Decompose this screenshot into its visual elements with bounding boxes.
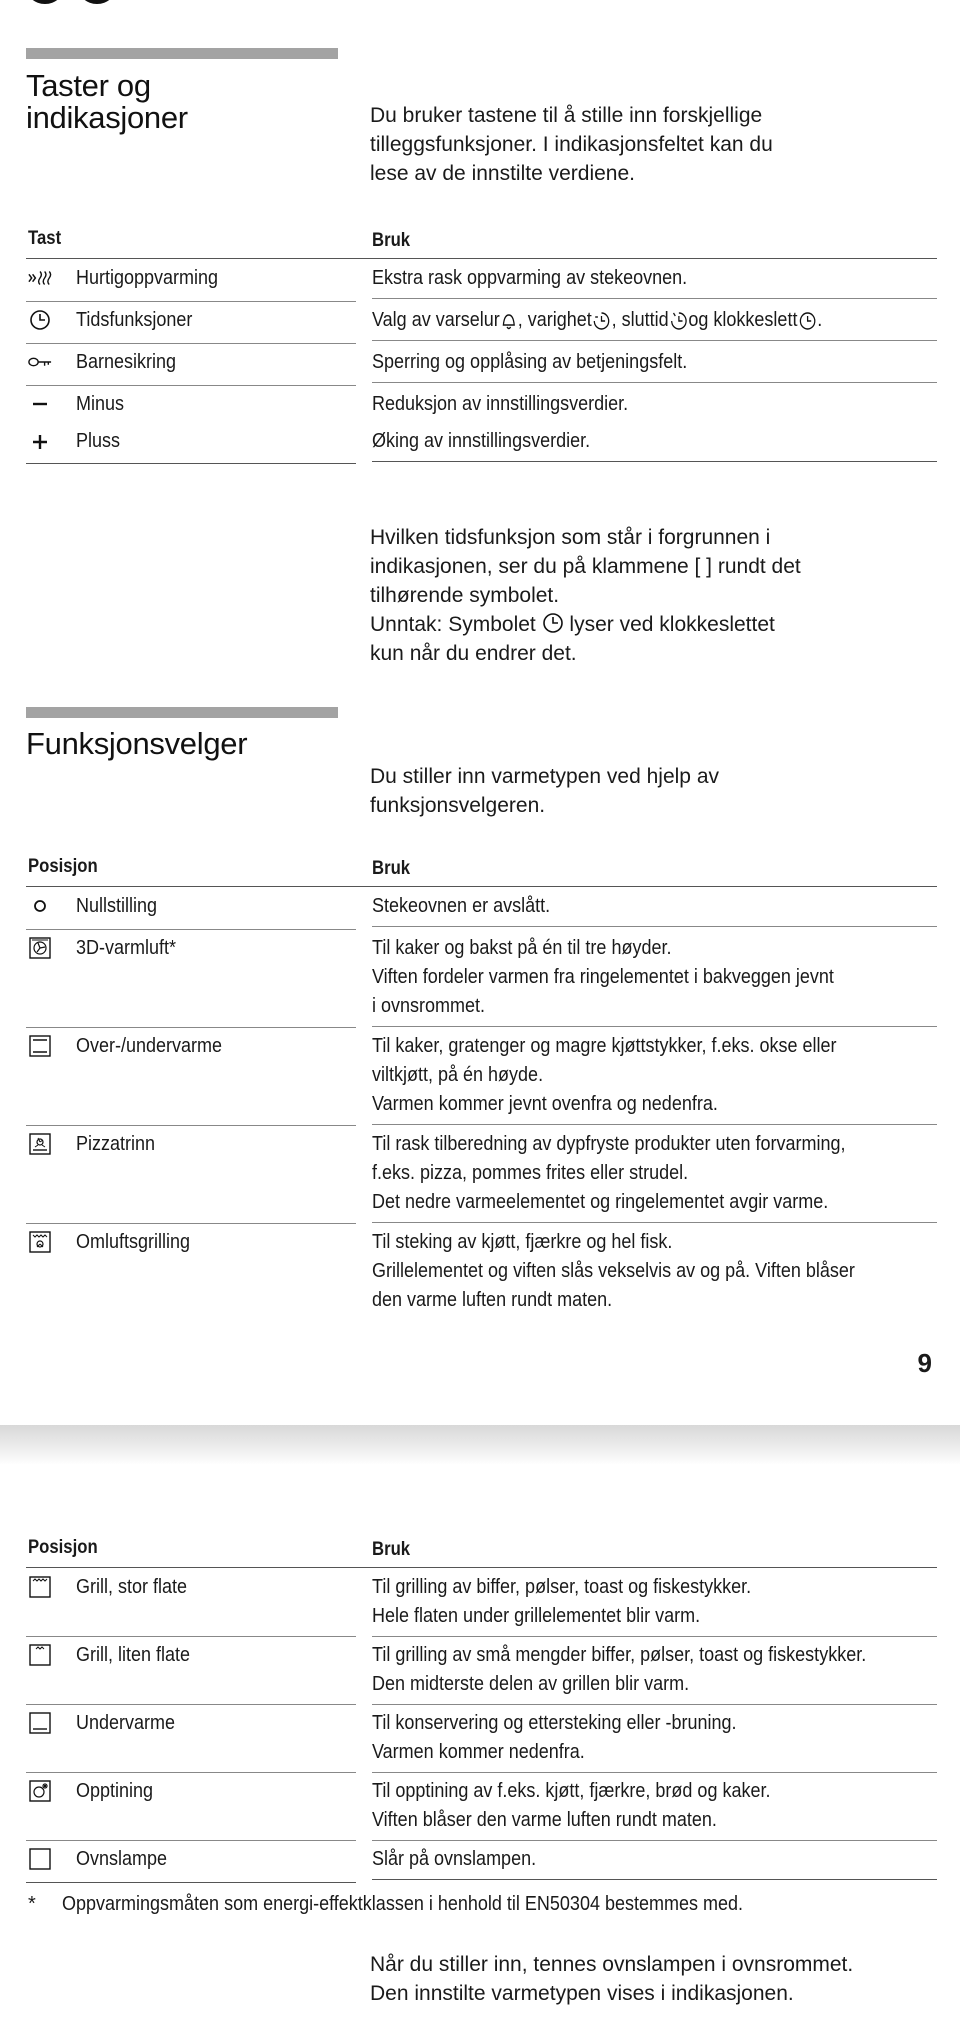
row-desc: Reduksjon av innstillingsverdier. <box>372 393 629 415</box>
table-row <box>26 1772 937 1840</box>
title-line: indikasjoner <box>26 100 188 135</box>
clock-icon <box>798 311 816 331</box>
row-desc: f.eks. pizza, pommes frites eller strudel. <box>372 1162 689 1184</box>
row-desc <box>372 306 881 335</box>
intro-line: tilleggsfunksjoner. I indikasjonsfeltet kan du <box>370 133 773 156</box>
row-desc: Det nedre varmeelementet og ringelementet avgir varme. <box>372 1191 829 1213</box>
row-desc: Viften blåser den varme luften rundt maten. <box>372 1809 717 1831</box>
table-row <box>26 1027 937 1125</box>
row-desc: Til steking av kjøtt, fjærkre og hel fisk. <box>372 1231 673 1253</box>
intro-line: funksjonsvelgeren. <box>370 794 546 817</box>
note-line: indikasjonen, ser du på klammene [ ] rundt det <box>370 555 801 578</box>
grill-large-icon <box>28 1575 52 1599</box>
table-row <box>26 1568 937 1636</box>
oven-lamp-icon <box>28 1847 52 1871</box>
row-label: Omluftsgrilling <box>76 1231 191 1253</box>
footnote-marker: * <box>28 1893 36 1915</box>
footnote-text: Oppvarmingsmåten som energi-effektklassen i henhold til EN50304 bestemmes med. <box>62 1893 744 1915</box>
closing-line: Den innstilte varmetypen vises i indikasjonen. <box>370 1982 794 2005</box>
quick-heat-icon <box>28 266 52 290</box>
page-number: 9 <box>917 1348 932 1378</box>
row-desc: Den midterste delen av grillen blir varm. <box>372 1673 690 1695</box>
section-title-keys <box>26 70 188 134</box>
intro-line: lese av de innstilte verdiene. <box>370 162 635 185</box>
note-line: Hvilken tidsfunksjon som står i forgrunnen i <box>370 526 771 549</box>
row-label: Minus <box>76 393 125 415</box>
row-desc: Til konservering og ettersteking eller -bruning. <box>372 1712 737 1734</box>
row-desc: Stekeovnen er avslått. <box>372 895 551 917</box>
row-desc: Varmen kommer jevnt ovenfra og nedenfra. <box>372 1093 718 1115</box>
table-row <box>26 1125 937 1223</box>
duration-icon <box>593 311 611 331</box>
row-desc: Ekstra rask oppvarming av stekeovnen. <box>372 267 688 289</box>
row-label: Grill, liten flate <box>76 1644 191 1666</box>
clock-icon <box>542 612 564 634</box>
selector-intro <box>370 762 890 820</box>
row-label: Grill, stor flate <box>76 1576 188 1598</box>
defrost-icon <box>28 1779 52 1803</box>
keys-intro <box>370 101 890 188</box>
header-position: Posisjon <box>28 1537 98 1558</box>
note-line: tilhørende symbolet. <box>370 584 560 607</box>
row-desc: den varme luften rundt maten. <box>372 1289 613 1311</box>
row-desc: Til kaker og bakst på én til tre høyder. <box>372 937 672 959</box>
intro-line: Du bruker tastene til å stille inn forskjellige <box>370 104 763 127</box>
row-desc: Viften fordeler varmen fra ringelementet i bakveggen jevnt <box>372 966 834 988</box>
page-separator <box>0 1425 960 1465</box>
row-label: Opptining <box>76 1780 154 1802</box>
header-use: Bruk <box>372 1539 411 1560</box>
row-label: Ovnslampe <box>76 1848 168 1870</box>
table-row <box>26 1223 937 1321</box>
desc-part: og klokkeslett <box>688 309 798 331</box>
closing-text <box>370 1950 890 2008</box>
table-row <box>26 425 937 463</box>
table-row <box>26 343 937 385</box>
plus-icon <box>28 430 52 454</box>
section-bar <box>26 707 338 718</box>
row-label: Barnesikring <box>76 351 177 373</box>
desc-part: . <box>817 309 823 331</box>
row-desc: Grillelementet og viften slås vekselvis av og på. Viften blåser <box>372 1260 855 1282</box>
top-bottom-heat-icon <box>28 1034 52 1058</box>
row-desc: Varmen kommer nedenfra. <box>372 1741 585 1763</box>
off-position-icon <box>28 894 52 918</box>
clock-icon <box>28 308 52 332</box>
row-desc: Slår på ovnslampen. <box>372 1848 537 1870</box>
row-desc: Til rask tilberedning av dypfryste produkter uten forvarming, <box>372 1133 846 1155</box>
table-row <box>26 259 937 301</box>
table-header <box>26 854 937 887</box>
row-label: Nullstilling <box>76 895 158 917</box>
table-row <box>26 1636 937 1704</box>
section-title-selector: Funksjonsvelger <box>26 726 248 761</box>
row-desc: Øking av innstillingsverdier. <box>372 430 591 452</box>
selector-table-continued <box>26 1535 937 1882</box>
bottom-heat-icon <box>28 1711 52 1735</box>
desc-part: , sluttid <box>611 309 669 331</box>
table-row <box>26 887 937 929</box>
table-row <box>26 1840 937 1882</box>
row-desc: Til kaker, gratenger og magre kjøttstykker, f.eks. okse eller <box>372 1035 837 1057</box>
note-line: kun når du endrer det. <box>370 642 577 665</box>
table-row <box>26 385 937 425</box>
row-label: Undervarme <box>76 1712 176 1734</box>
table-header <box>26 226 937 259</box>
minus-icon <box>28 392 52 416</box>
header-use: Bruk <box>372 230 411 251</box>
table-row <box>26 301 937 343</box>
header-use: Bruk <box>372 858 411 879</box>
time-function-note <box>370 523 890 668</box>
grill-small-icon <box>28 1643 52 1667</box>
desc-part: Valg av varselur <box>372 309 500 331</box>
note-line: Unntak: Symbolet <box>370 613 542 636</box>
key-icon <box>28 350 52 374</box>
header-key: Tast <box>28 228 62 249</box>
row-desc: Sperring og opplåsing av betjeningsfelt. <box>372 351 688 373</box>
table-row <box>26 1704 937 1772</box>
pizza-setting-icon <box>28 1132 52 1156</box>
desc-part: , varighet <box>517 309 592 331</box>
intro-line: Du stiller inn varmetypen ved hjelp av <box>370 765 720 788</box>
header-position: Posisjon <box>28 856 98 877</box>
title-line: Taster og <box>26 68 151 103</box>
hot-air-3d-icon <box>28 936 52 960</box>
row-label: Hurtigoppvarming <box>76 267 219 289</box>
row-desc: Hele flaten under grillelementet blir varm. <box>372 1605 701 1627</box>
table-header <box>26 1535 937 1568</box>
row-label: Tidsfunksjoner <box>76 309 193 331</box>
row-label: 3D-varmluft* <box>76 937 177 959</box>
row-desc: i ovnsrommet. <box>372 995 486 1017</box>
closing-line: Når du stiller inn, tennes ovnslampen i ovnsrommet. <box>370 1953 854 1976</box>
end-time-icon <box>669 311 687 331</box>
cropped-heading-remnant <box>26 0 176 4</box>
row-desc: viltkjøtt, på én høyde. <box>372 1064 544 1086</box>
manual-page-10 <box>0 1465 960 2035</box>
row-desc: Til opptining av f.eks. kjøtt, fjærkre, brød og kaker. <box>372 1780 771 1802</box>
row-label: Pizzatrinn <box>76 1133 156 1155</box>
row-desc: Til grilling av biffer, pølser, toast og fiskestykker. <box>372 1576 752 1598</box>
note-line: lyser ved klokkeslettet <box>563 613 775 636</box>
circulated-air-grill-icon <box>28 1230 52 1254</box>
row-label: Pluss <box>76 430 121 452</box>
row-label: Over-/undervarme <box>76 1035 223 1057</box>
selector-table <box>26 854 937 1321</box>
row-desc: Til grilling av små mengder biffer, pølser, toast og fiskestykker. <box>372 1644 867 1666</box>
section-bar <box>26 48 338 59</box>
table-row <box>26 929 937 1027</box>
keys-table <box>26 226 937 463</box>
bell-icon <box>501 311 517 331</box>
